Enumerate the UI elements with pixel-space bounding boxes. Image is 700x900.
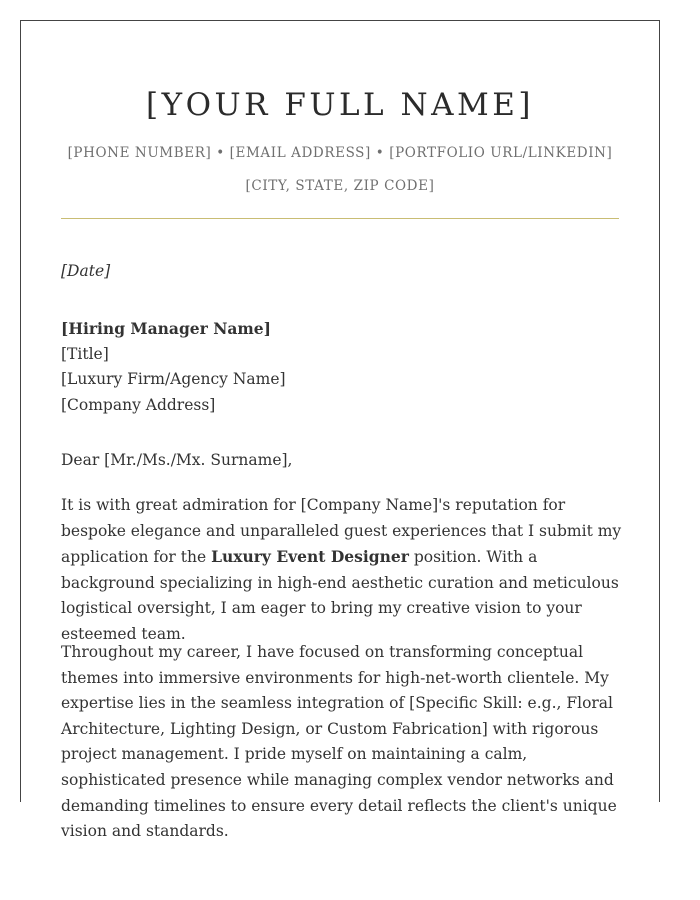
letter-date: [Date] — [61, 262, 111, 280]
recipient-title: [Title] — [61, 344, 109, 363]
contact-info-line: [PHONE NUMBER] • [EMAIL ADDRESS] • [PORTFOLIO URL/LINKEDIN] — [67, 145, 613, 161]
paragraph-intro-end: position. With a background specializing in high-end aesthetic curation and meticulous logistical oversight, I am eager to bring my creative vision to your esteemed team. — [61, 548, 619, 643]
header-divider — [61, 218, 619, 219]
paragraph-intro-start: It is with great admiration for [Company Name]'s reputation for bespoke elegance and unparalleled guest experiences that I submit my application for the — [61, 496, 622, 567]
paragraph-intro — [61, 493, 626, 648]
position-title: Luxury Event Designer — [211, 547, 409, 567]
salutation: Dear [Mr./Ms./Mx. Surname], — [61, 451, 293, 469]
paragraph-experience: Throughout my career, I have focused on transforming conceptual themes into immersive environments for high-net-worth clientele. My expertise lies in the seamless integration of [Specific Skill: e.g., Floral Architecture, Lighting Design, or Custom Fabrication] with rigorous project management. I pride myself on maintaining a calm, sophisticated presence while managing complex vendor networks and demanding timelines to ensure every detail reflects the client's unique vision and standards. — [61, 643, 617, 841]
recipient-address: [Company Address] — [61, 395, 216, 414]
letter-page — [20, 20, 660, 841]
location-line: [CITY, STATE, ZIP CODE] — [245, 178, 435, 194]
recipient-name: [Hiring Manager Name] — [61, 319, 272, 338]
full-name-heading: [YOUR FULL NAME] — [146, 87, 534, 123]
recipient-block — [61, 316, 626, 418]
recipient-firm: [Luxury Firm/Agency Name] — [61, 370, 286, 389]
